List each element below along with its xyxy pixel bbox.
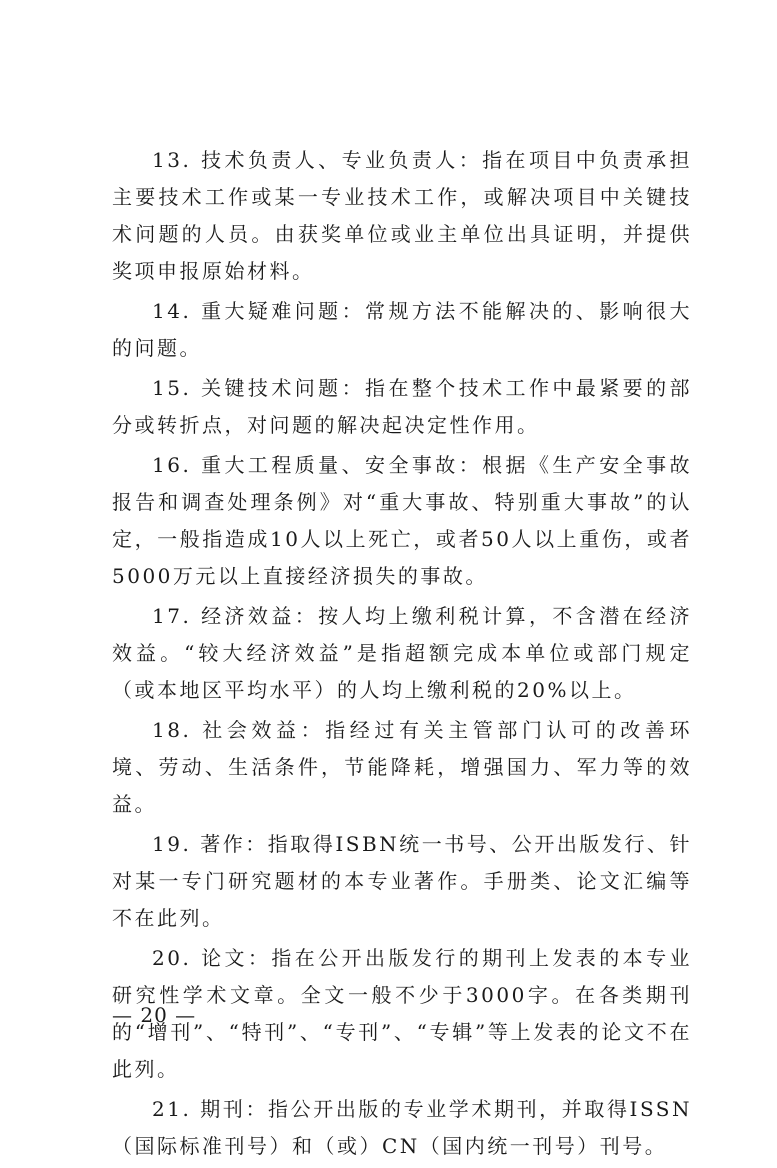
paragraph-16-major-accidents: 16. 重大工程质量、安全事故：根据《生产安全事故报告和调查处理条例》对“重大事故、特别重大事故”的认定，一般指造成10人以上死亡，或者50人以上重伤，或者5000万元以上直接经济损失的事故。	[112, 453, 692, 588]
paragraph-14-major-difficult-problems: 14. 重大疑难问题：常规方法不能解决的、影响很大的问题。	[112, 299, 692, 360]
paragraph-20-paper: 20. 论文：指在公开出版发行的期刊上发表的本专业研究性学术文章。全文一般不少于3000字。在各类期刊的“增刊”、“特刊”、“专刊”、“专辑”等上发表的论文不在此列。	[112, 946, 692, 1081]
paragraph-17-economic-benefit: 17. 经济效益：按人均上缴利税计算，不含潜在经济效益。“较大经济效益”是指超额完成本单位或部门规定（或本地区平均水平）的人均上缴利税的20%以上。	[112, 604, 692, 702]
paragraph-15-key-technical-problems: 15. 关键技术问题：指在整个技术工作中最紧要的部分或转折点，对问题的解决起决定性作用。	[112, 376, 692, 437]
paragraph-19-monograph: 19. 著作：指取得ISBN统一书号、公开出版发行、针对某一专门研究题材的本专业著作。手册类、论文汇编等不在此列。	[112, 832, 692, 930]
document-body	[112, 142, 692, 1168]
paragraph-21-journal: 21. 期刊：指公开出版的专业学术期刊，并取得ISSN（国际标准刊号）和（或）CN（国内统一刊号）刊号。	[112, 1097, 692, 1158]
page-number: — 20 —	[112, 1003, 197, 1027]
paragraph-13-technical-lead: 13. 技术负责人、专业负责人：指在项目中负责承担主要技术工作或某一专业技术工作，或解决项目中关键技术问题的人员。由获奖单位或业主单位出具证明，并提供奖项申报原始材料。	[112, 148, 692, 283]
paragraph-18-social-benefit: 18. 社会效益：指经过有关主管部门认可的改善环境、劳动、生活条件，节能降耗，增强国力、军力等的效益。	[112, 718, 692, 816]
